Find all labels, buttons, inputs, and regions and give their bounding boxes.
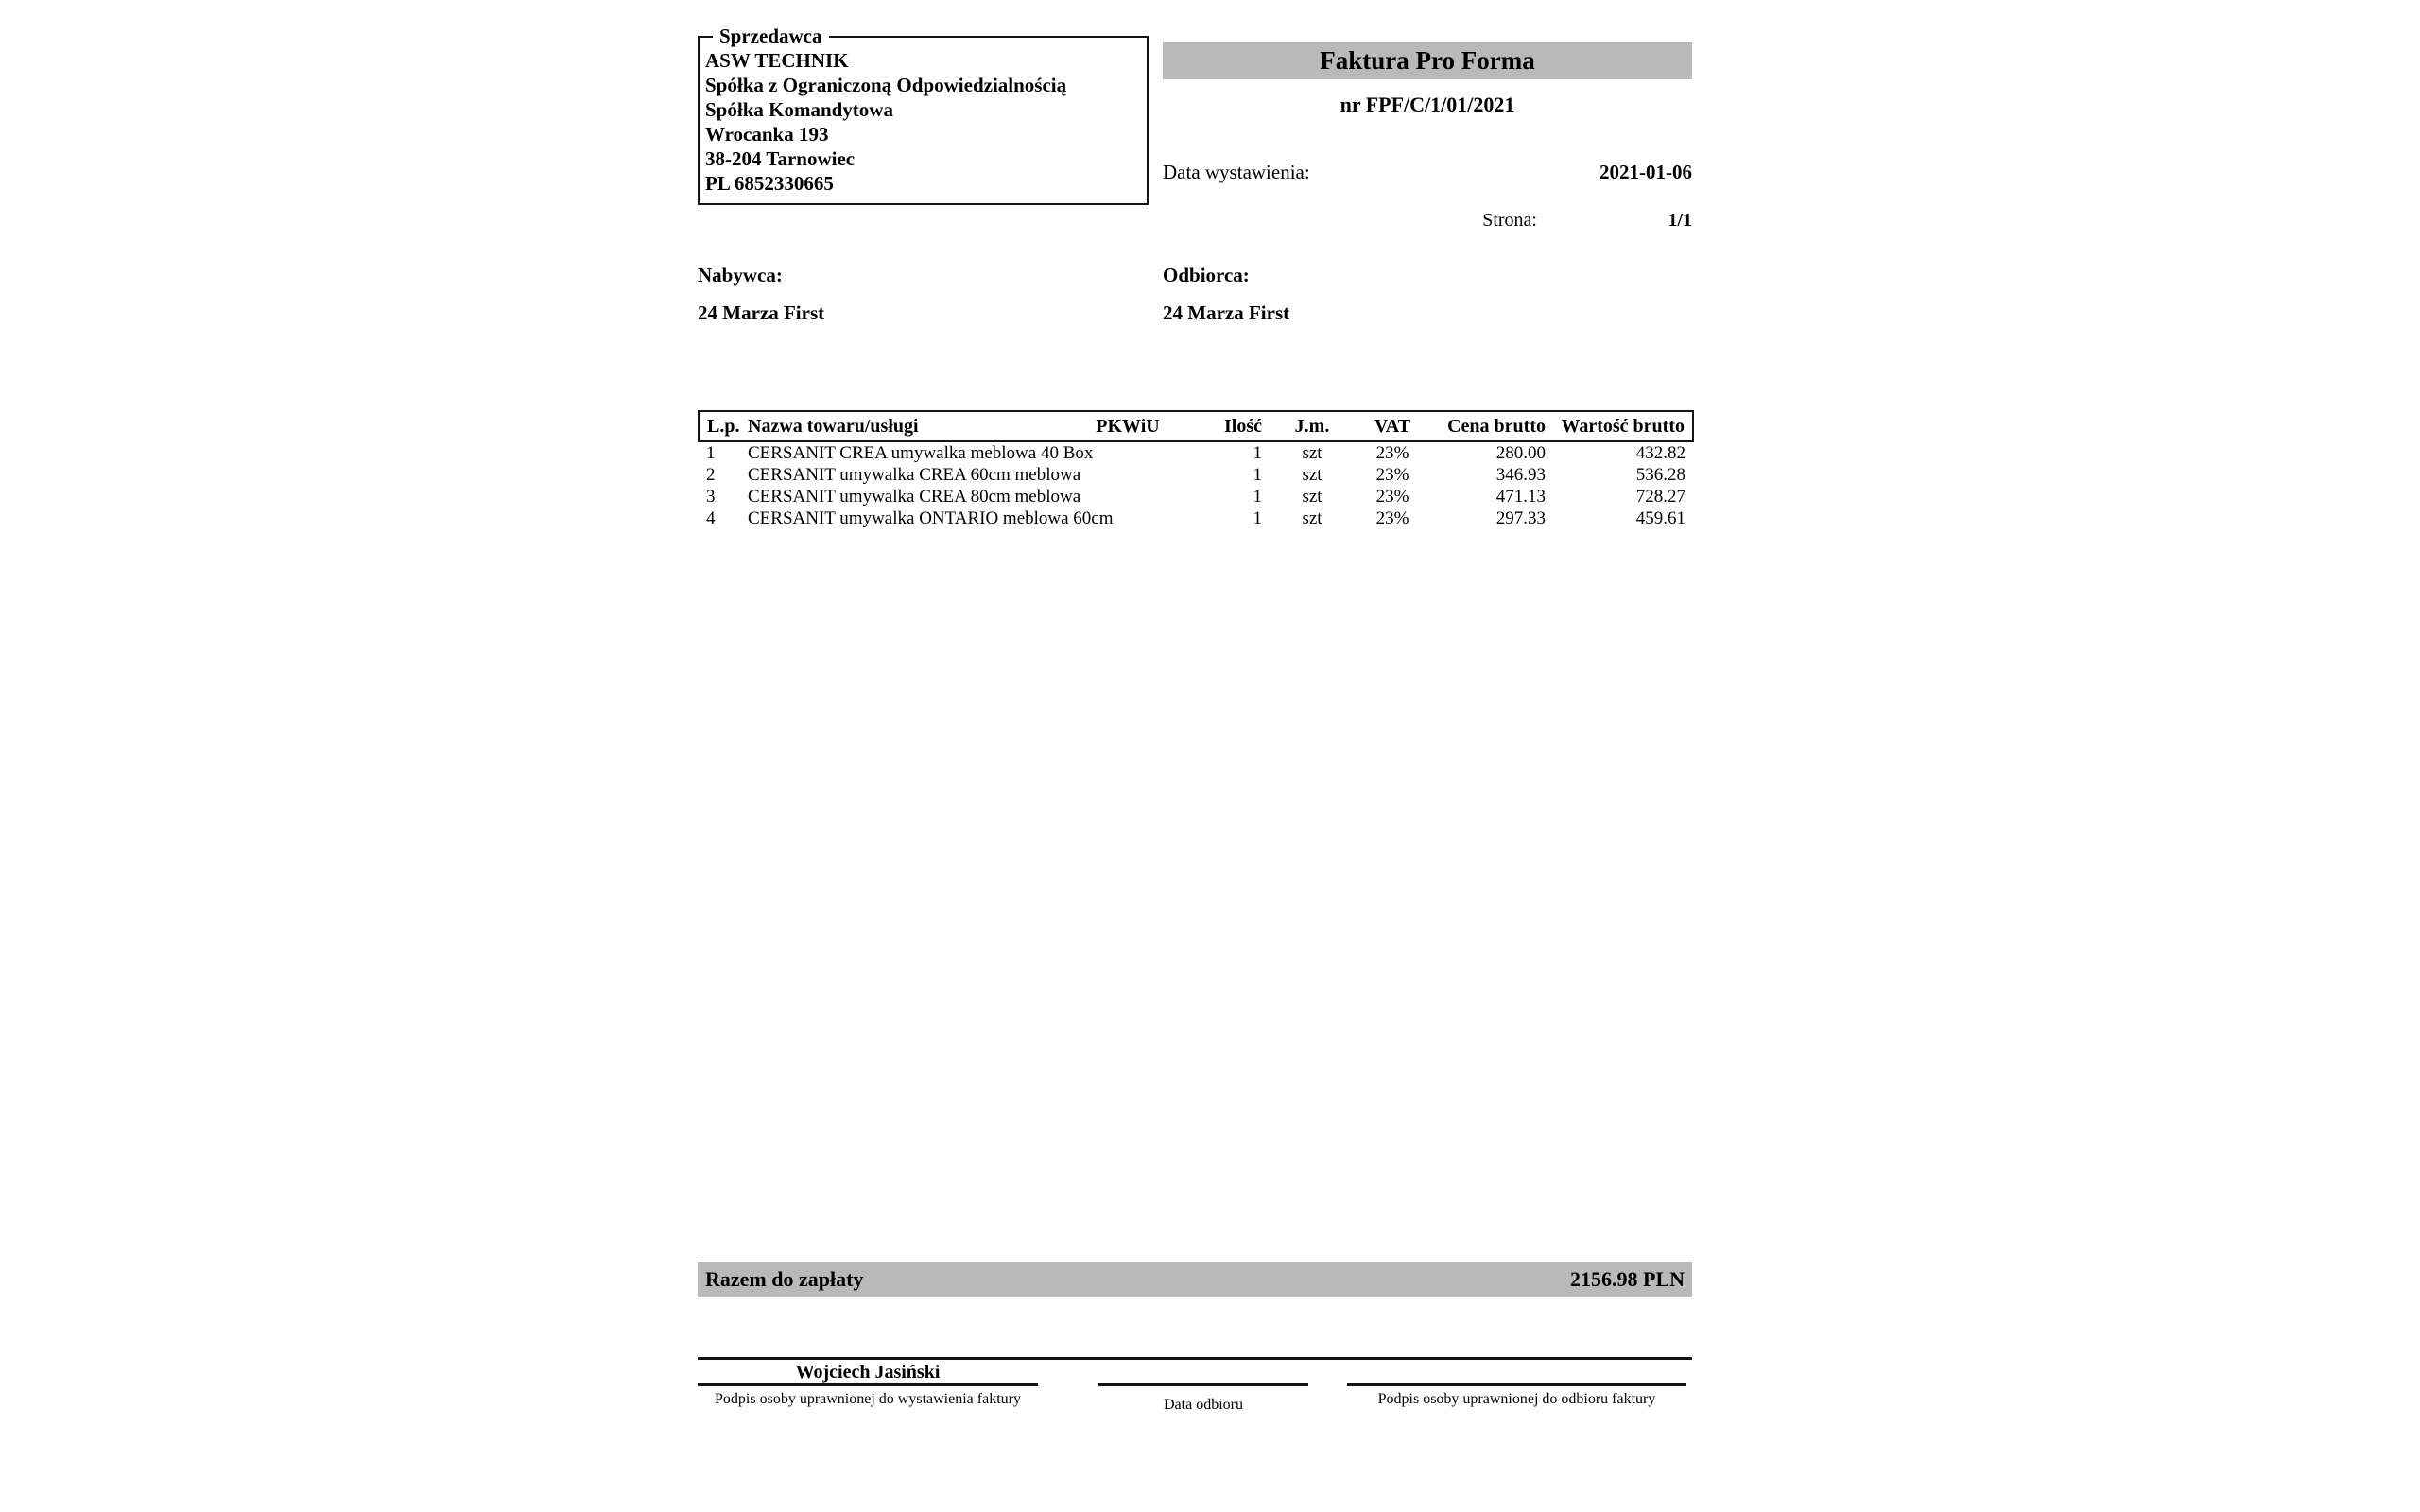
- items-table-header-row: [699, 411, 1693, 441]
- column-header-gross-value: Wartość brutto: [1553, 411, 1693, 441]
- item-gross-value: 432.82: [1635, 442, 1685, 463]
- seller-company-type-2: Spółka Komandytowa: [705, 98, 893, 121]
- item-name: CERSANIT umywalka ONTARIO meblowa 60cm: [748, 507, 1114, 528]
- item-lp: 1: [706, 442, 716, 463]
- item-lp: 3: [706, 486, 716, 507]
- table-row: [699, 507, 1693, 529]
- item-name: CERSANIT CREA umywalka meblowa 40 Box: [748, 442, 1094, 463]
- item-unit: szt: [1302, 464, 1322, 485]
- total-due-bar: [698, 1262, 1692, 1297]
- seller-company-type-1: Spółka z Ograniczoną Odpowiedzialnością: [705, 74, 1067, 96]
- item-gross-value: 728.27: [1635, 486, 1685, 507]
- receiver-signature-line: [1347, 1383, 1686, 1386]
- item-gross-price: 346.93: [1495, 464, 1546, 485]
- buyer-block: [698, 264, 1151, 325]
- item-lp: 4: [706, 507, 716, 528]
- receipt-date-line: [1098, 1383, 1308, 1386]
- page-number-value: 1/1: [1668, 210, 1692, 231]
- item-vat: 23%: [1375, 442, 1409, 463]
- item-qty: 1: [1253, 464, 1262, 485]
- footer-divider-line: [698, 1357, 1692, 1360]
- receipt-date-caption: Data odbioru: [1164, 1397, 1243, 1413]
- item-pkwiu: [1080, 441, 1175, 464]
- total-due-label: Razem do zapłaty: [705, 1267, 864, 1291]
- item-unit: szt: [1302, 442, 1322, 463]
- column-header-qty: Ilość: [1175, 411, 1270, 441]
- invoice-page: [698, 0, 1692, 1512]
- receiver-block: [1163, 264, 1692, 325]
- issuer-signature-name: Wojciech Jasiński: [795, 1362, 941, 1383]
- item-qty: 1: [1253, 442, 1262, 463]
- seller-box: [698, 26, 1149, 205]
- issue-date-value: 2021-01-06: [1599, 161, 1692, 183]
- receiver-label: Odbiorca:: [1163, 264, 1250, 286]
- column-header-unit: J.m.: [1270, 411, 1355, 441]
- item-name: CERSANIT umywalka CREA 80cm meblowa: [748, 486, 1081, 507]
- item-lp: 2: [706, 464, 716, 485]
- item-qty: 1: [1253, 486, 1262, 507]
- total-due-amount: 2156.98 PLN: [1570, 1267, 1685, 1291]
- item-vat: 23%: [1375, 464, 1409, 485]
- item-gross-price: 471.13: [1495, 486, 1546, 507]
- issue-date-label: Data wystawienia:: [1163, 161, 1310, 183]
- item-unit: szt: [1302, 507, 1322, 528]
- seller-tax-id: PL 6852330665: [705, 172, 834, 195]
- column-header-vat: VAT: [1355, 411, 1430, 441]
- column-header-lp: L.p.: [699, 411, 740, 441]
- column-header-pkwiu: PKWiU: [1080, 411, 1175, 441]
- item-vat: 23%: [1375, 486, 1409, 507]
- issue-date-row: [1163, 161, 1692, 184]
- item-unit: szt: [1302, 486, 1322, 507]
- column-header-gross-price: Cena brutto: [1430, 411, 1553, 441]
- seller-city: 38-204 Tarnowiec: [705, 147, 856, 170]
- item-name: CERSANIT umywalka CREA 60cm meblowa: [748, 464, 1081, 485]
- item-vat: 23%: [1375, 507, 1409, 528]
- item-gross-value: 536.28: [1635, 464, 1685, 485]
- table-row: [699, 441, 1693, 464]
- issuer-signature-line: [698, 1383, 1038, 1386]
- buyer-label: Nabywca:: [698, 264, 783, 286]
- issuer-signature-caption: Podpis osoby uprawnionej do wystawienia faktury: [715, 1391, 1021, 1407]
- item-pkwiu: [1080, 464, 1175, 486]
- invoice-title: Faktura Pro Forma: [1320, 45, 1535, 75]
- receiver-name: 24 Marza First: [1163, 301, 1290, 324]
- item-gross-value: 459.61: [1635, 507, 1685, 528]
- table-row: [699, 486, 1693, 507]
- buyer-name: 24 Marza First: [698, 301, 825, 324]
- column-header-name: Nazwa towaru/usługi: [740, 411, 1080, 441]
- item-qty: 1: [1253, 507, 1262, 528]
- page-number-label: Strona:: [1482, 210, 1537, 231]
- item-gross-price: 280.00: [1495, 442, 1546, 463]
- items-table: [698, 410, 1694, 529]
- seller-box-legend: Sprzedawca: [719, 25, 822, 47]
- seller-street: Wrocanka 193: [705, 123, 829, 146]
- invoice-header: [1163, 0, 1692, 246]
- item-pkwiu: [1080, 486, 1175, 507]
- receiver-signature-caption: Podpis osoby uprawnionej do odbioru faktury: [1377, 1391, 1656, 1407]
- seller-company-name: ASW TECHNIK: [705, 49, 849, 72]
- item-gross-price: 297.33: [1495, 507, 1546, 528]
- invoice-number: nr FPF/C/1/01/2021: [1340, 93, 1515, 116]
- table-row: [699, 464, 1693, 486]
- page-number-row: [1163, 210, 1692, 232]
- invoice-title-bar: [1163, 42, 1692, 79]
